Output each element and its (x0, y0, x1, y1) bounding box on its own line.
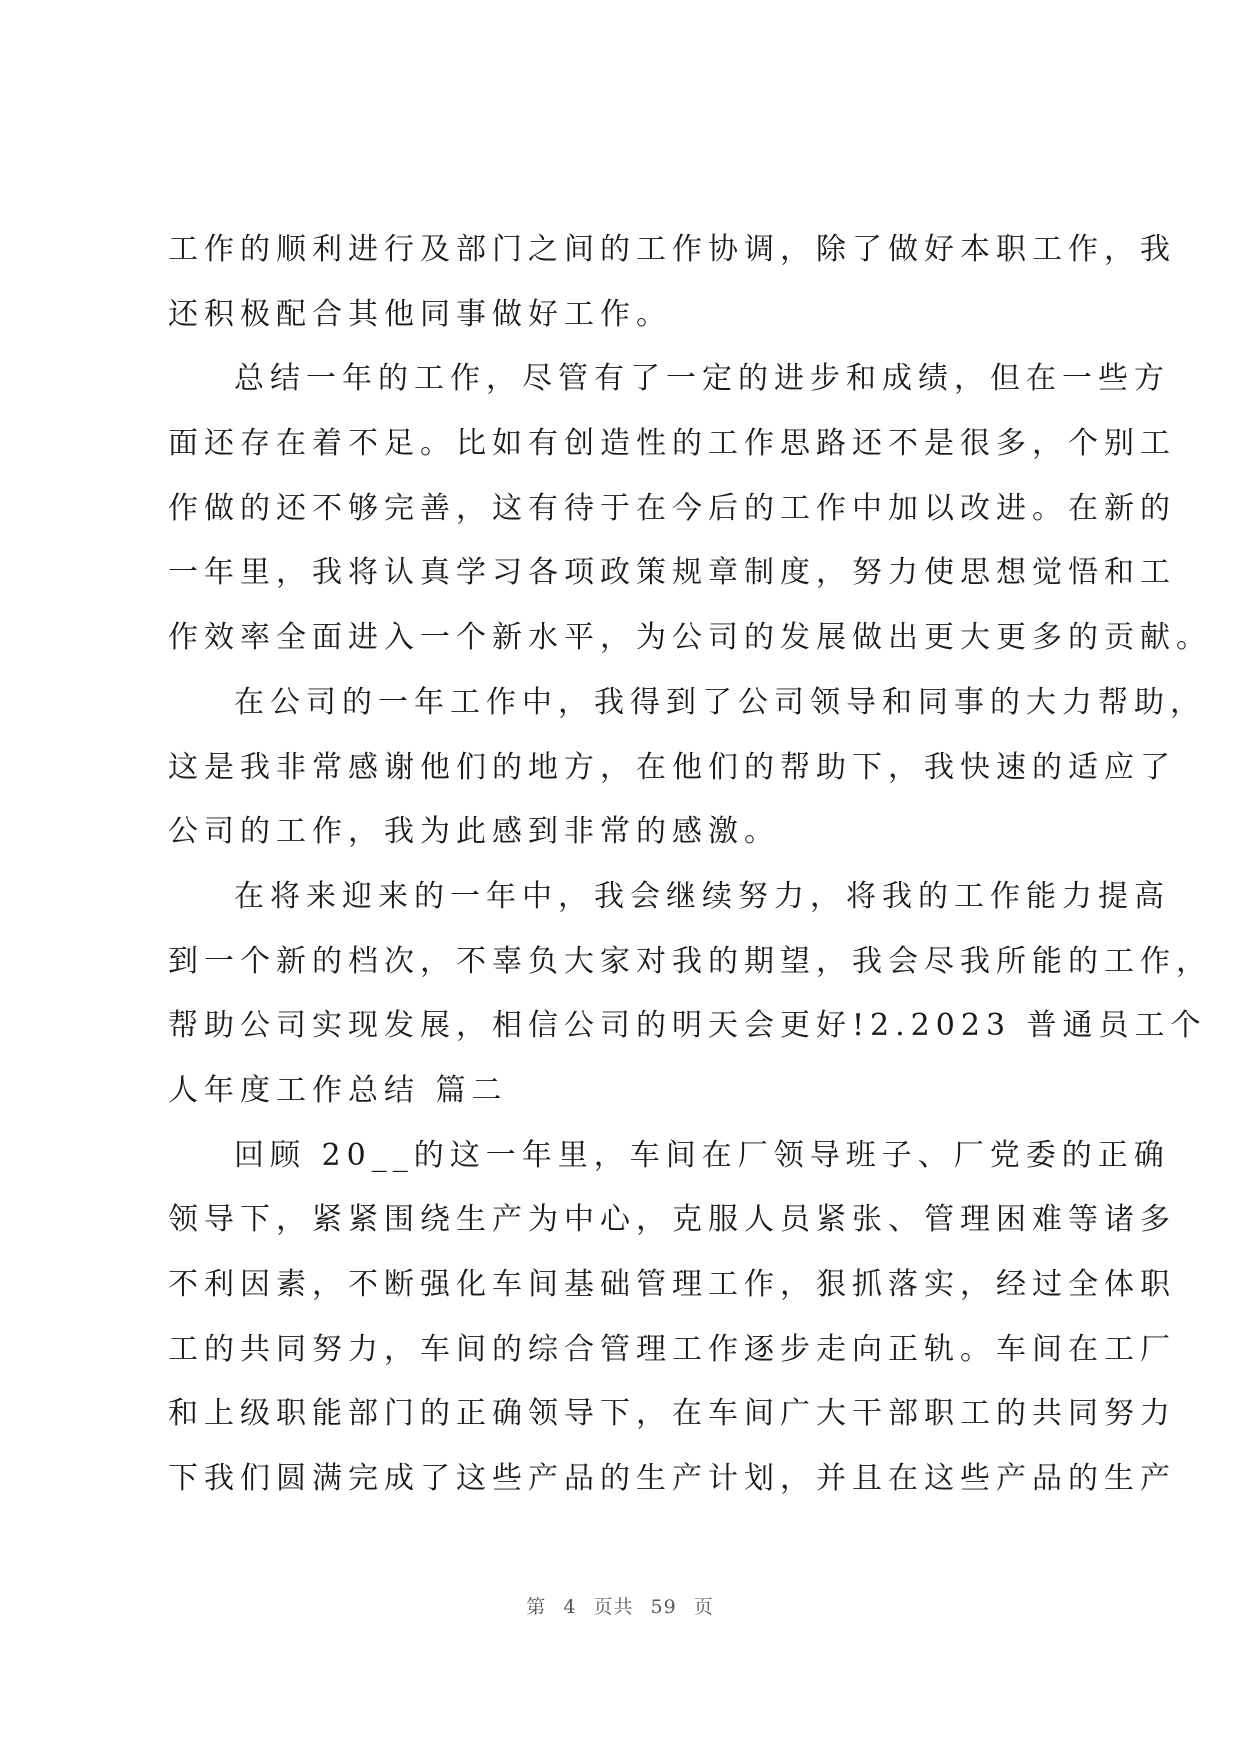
text-line: 作做的还不够完善，这有待于在今后的工作中加以改进。在新的 (168, 490, 1176, 526)
text-line: 总结一年的工作，尽管有了一定的进步和成绩，但在一些方 (234, 361, 1170, 397)
text-line: 作效率全面进入一个新水平，为公司的发展做出更大更多的贡献。 (168, 620, 1212, 656)
page-number-footer: 第 4 页共 59 页 (526, 1596, 714, 1618)
text-line: 领导下，紧紧围绕生产为中心，克服人员紧张、管理困难等诸多 (168, 1202, 1176, 1238)
text-line: 公司的工作，我为此感到非常的感激。 (168, 814, 780, 850)
text-line: 到一个新的档次，不辜负大家对我的期望，我会尽我所能的工作， (168, 943, 1212, 979)
text-line: 这是我非常感谢他们的地方，在他们的帮助下，我快速的适应了 (168, 749, 1176, 785)
text-line: 在公司的一年工作中，我得到了公司领导和同事的大力帮助， (234, 684, 1206, 720)
text-line: 回顾 20__的这一年里，车间在厂领导班子、厂党委的正确 (234, 1137, 1170, 1173)
text-line: 帮助公司实现发展，相信公司的明天会更好!2.2023 普通员工个 (168, 1008, 1207, 1044)
text-line: 和上级职能部门的正确领导下，在车间广大干部职工的共同努力 (168, 1396, 1176, 1432)
text-line: 面还存在着不足。比如有创造性的工作思路还不是很多，个别工 (168, 426, 1176, 462)
text-line: 人年度工作总结 篇二 (168, 1072, 508, 1108)
text-line: 不利因素，不断强化车间基础管理工作，狠抓落实，经过全体职 (168, 1267, 1176, 1302)
text-line: 还积极配合其他同事做好工作。 (168, 296, 672, 332)
text-line: 一年里，我将认真学习各项政策规章制度，努力使思想觉悟和工 (168, 555, 1176, 591)
document-body (168, 218, 1212, 1512)
text-line: 在将来迎来的一年中，我会继续努力，将我的工作能力提高 (234, 878, 1170, 914)
text-line: 工作的顺利进行及部门之间的工作协调，除了做好本职工作，我 (168, 232, 1176, 267)
text-line: 下我们圆满完成了这些产品的生产计划，并且在这些产品的生产 (168, 1461, 1176, 1497)
text-line: 工的共同努力，车间的综合管理工作逐步走向正轨。车间在工厂 (168, 1331, 1176, 1367)
